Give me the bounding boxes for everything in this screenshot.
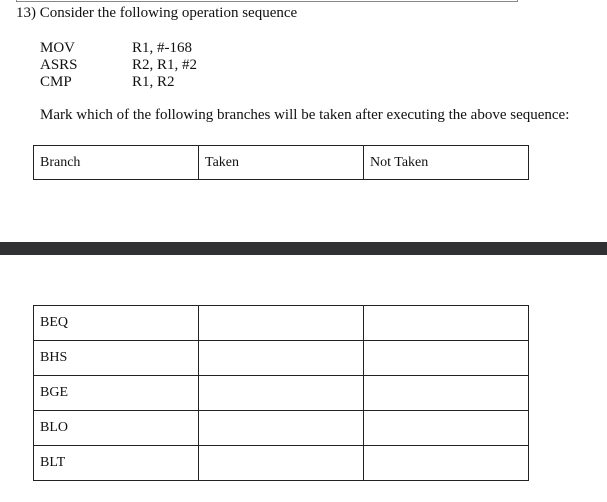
taken-cell[interactable] — [199, 306, 364, 341]
code-args: R2, R1, #2 — [132, 57, 198, 73]
not-taken-cell[interactable] — [364, 446, 529, 481]
header-branch: Branch — [34, 146, 199, 180]
not-taken-cell[interactable] — [364, 306, 529, 341]
branch-name: BGE — [34, 376, 199, 411]
taken-cell[interactable] — [199, 411, 364, 446]
code-line — [40, 40, 197, 57]
table-row — [34, 411, 529, 446]
taken-cell[interactable] — [199, 446, 364, 481]
code-args: R1, R2 — [132, 74, 175, 90]
branch-table-body — [33, 305, 529, 481]
header-not-taken: Not Taken — [364, 146, 529, 180]
code-block — [40, 40, 197, 91]
header-taken: Taken — [199, 146, 364, 180]
code-line — [40, 57, 197, 74]
question-title: 13) Consider the following operation sequence — [16, 5, 298, 21]
not-taken-cell[interactable] — [364, 376, 529, 411]
branch-name: BLT — [34, 446, 199, 481]
branch-table-header — [33, 145, 529, 180]
not-taken-cell[interactable] — [364, 341, 529, 376]
question-prompt: Mark which of the following branches will be taken after executing the above sequence: — [40, 107, 570, 123]
branch-name: BEQ — [34, 306, 199, 341]
code-op: MOV — [40, 40, 76, 56]
table-row — [34, 341, 529, 376]
table-header-row — [34, 146, 529, 180]
taken-cell[interactable] — [199, 376, 364, 411]
not-taken-cell[interactable] — [364, 411, 529, 446]
page-divider-bar — [0, 242, 607, 255]
table-row — [34, 446, 529, 481]
code-args: R1, #-168 — [132, 40, 192, 56]
code-op: CMP — [40, 74, 72, 90]
branch-name: BLO — [34, 411, 199, 446]
branch-name: BHS — [34, 341, 199, 376]
code-op: ASRS — [40, 57, 78, 73]
taken-cell[interactable] — [199, 341, 364, 376]
code-line — [40, 74, 197, 91]
table-row — [34, 376, 529, 411]
table-row — [34, 306, 529, 341]
top-border — [16, 0, 518, 2]
